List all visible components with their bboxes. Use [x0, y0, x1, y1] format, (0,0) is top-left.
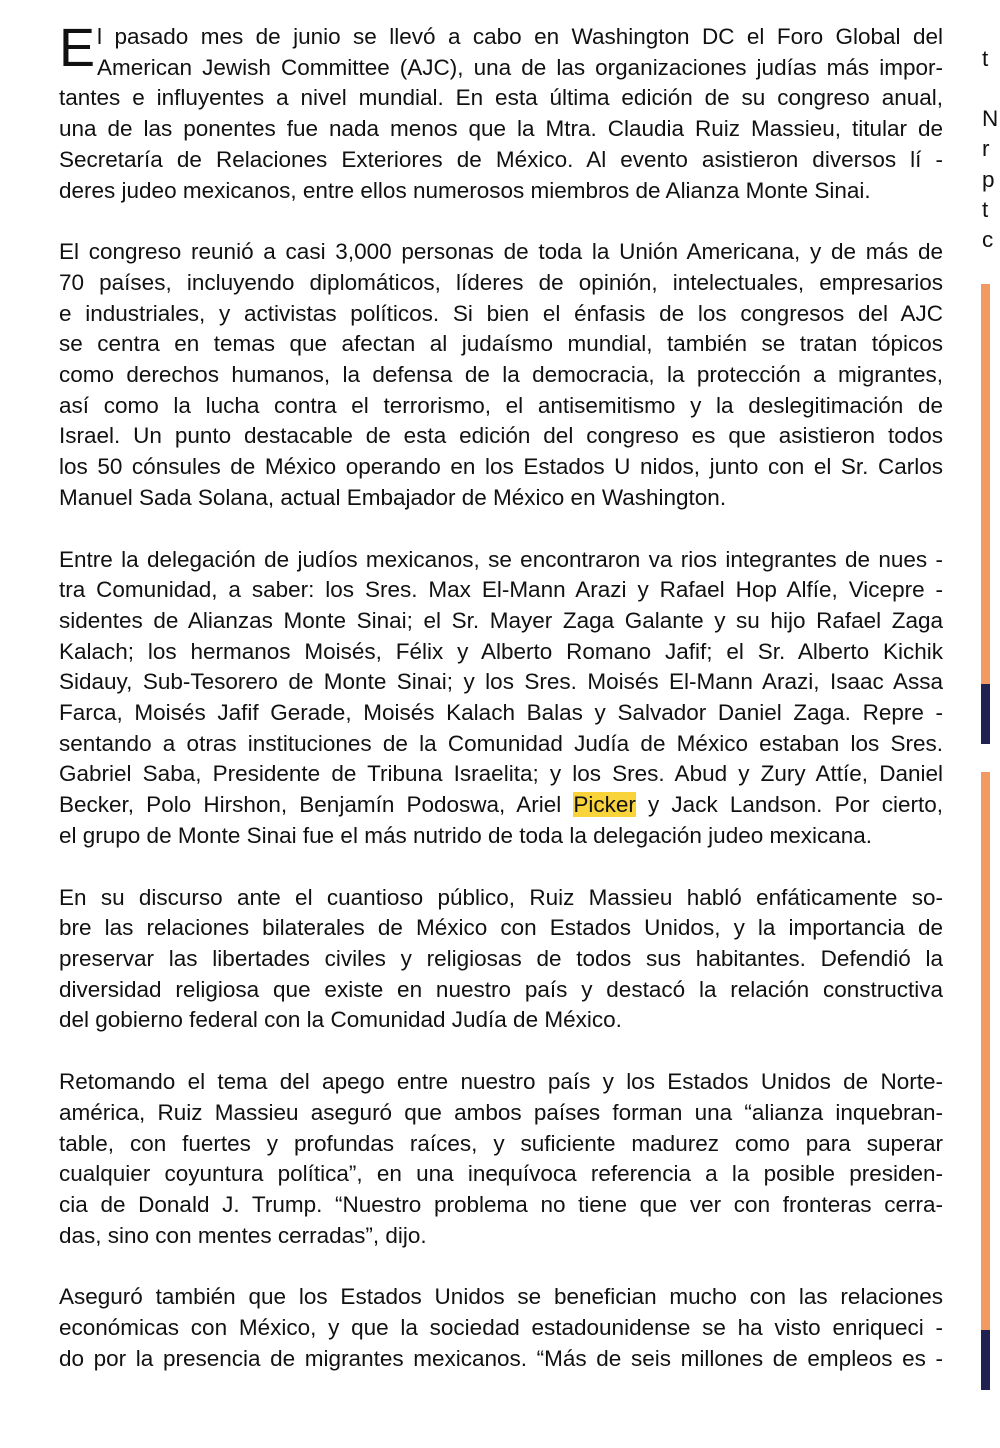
- text-line: como derechos humanos, la defensa de la democracia, la protección a migrantes,: [59, 362, 943, 388]
- text-segment: y Jack Landson. Por cierto,: [635, 792, 944, 818]
- article-column: [59, 18, 944, 1405]
- text-line: Gabriel Saba, Presidente de Tribuna Israelita; y los Sres. Abud y Zury Attíe, Daniel: [59, 761, 943, 787]
- text-fragment: N: [982, 106, 999, 131]
- sidebar-accent-navy: [981, 684, 990, 744]
- text-line: el grupo de Monte Sinai fue el más nutrido de toda la delegación judeo mexicana.: [59, 822, 873, 848]
- text-line: 70 países, incluyendo diplomáticos, líderes de opinión, intelectuales, empresarios: [59, 269, 943, 295]
- text-line: américa, Ruiz Massieu aseguró que ambos países forman una “alianza inquebran-: [59, 1099, 943, 1125]
- text-line: cualquier coyuntura política”, en una inequívoca referencia a la posible presiden-: [59, 1161, 943, 1187]
- text-line: tra Comunidad, a saber: los Sres. Max El-Mann Arazi y Rafael Hop Alfíe, Vicepre -: [59, 577, 943, 603]
- text-fragment: t: [982, 197, 989, 222]
- text-line: En su discurso ante el cuantioso público, Ruiz Massieu habló enfáticamente so-: [59, 884, 943, 910]
- text-line-with-highlight: [59, 790, 943, 821]
- text-line: Sidauy, Sub-Tesorero de Monte Sinai; y los Sres. Moisés El-Mann Arazi, Isaac Assa: [59, 669, 943, 695]
- paragraph-1: [59, 18, 943, 206]
- sidebar-accent-orange: [981, 284, 990, 684]
- text-line: económicas con México, y que la sociedad estadounidense se ha visto enriqueci -: [59, 1315, 943, 1341]
- paragraph-6: [59, 1282, 943, 1374]
- text-line: American Jewish Committee (AJC), una de las organizaciones judías más impor-: [97, 54, 943, 80]
- text-line: do por la presencia de migrantes mexicanos. “Más de seis millones de empleos es -: [59, 1345, 943, 1371]
- drop-cap: E: [59, 18, 96, 78]
- text-line: l pasado mes de junio se llevó a cabo en Washington DC el Foro Global del: [97, 24, 943, 49]
- text-segment: Becker, Polo Hirshon, Benjamín Podoswa, Ariel: [59, 792, 574, 818]
- paragraph-3: [59, 545, 943, 852]
- text-line: del gobierno federal con la Comunidad Judía de México.: [59, 1007, 622, 1033]
- text-line: Manuel Sada Solana, actual Embajador de México en Washington.: [59, 484, 727, 510]
- text-line: bre las relaciones bilaterales de México con Estados Unidos, y la importancia de: [59, 915, 943, 941]
- text-line: sentando a otras instituciones de la Comunidad Judía de México estaban los Sres.: [59, 730, 943, 756]
- text-line: El congreso reunió a casi 3,000 personas de toda la Unión Americana, y de más de: [59, 239, 943, 265]
- text-line: cia de Donald J. Trump. “Nuestro problema no tiene que ver con fronteras cerra-: [59, 1191, 943, 1217]
- text-line: das, sino con mentes cerradas”, dijo.: [59, 1222, 427, 1248]
- text-line: una de las ponentes fue nada menos que la Mtra. Claudia Ruiz Massieu, titular de: [59, 116, 943, 142]
- paragraph-2: [59, 237, 943, 513]
- text-line: table, con fuertes y profundas raíces, y suficiente madurez como para superar: [59, 1130, 943, 1156]
- sidebar-accent-navy: [981, 1330, 990, 1390]
- text-line: Kalach; los hermanos Moisés, Félix y Alberto Romano Jafif; el Sr. Alberto Kichik: [59, 638, 943, 664]
- text-line: e industriales, y activistas políticos. Si bien el énfasis de los congresos del AJC: [59, 300, 943, 326]
- text-line: Farca, Moisés Jafif Gerade, Moisés Kalach Balas y Salvador Daniel Zaga. Repre -: [59, 700, 943, 726]
- text-line: los 50 cónsules de México operando en los Estados U nidos, junto con el Sr. Carlos: [59, 454, 943, 480]
- text-fragment: t: [982, 46, 989, 71]
- text-line: deres judeo mexicanos, entre ellos numerosos miembros de Alianza Monte Sinai.: [59, 177, 871, 203]
- text-line: tantes e influyentes a nivel mundial. En esta última edición de su congreso anual,: [59, 85, 943, 111]
- text-fragment: r: [982, 136, 990, 161]
- text-line: Retomando el tema del apego entre nuestro país y los Estados Unidos de Norte-: [59, 1069, 943, 1095]
- text-line: Entre la delegación de judíos mexicanos, se encontraron va rios integrantes de nues -: [59, 546, 943, 572]
- text-line: preservar las libertades civiles y religiosas de todos sus habitantes. Defendió la: [59, 945, 943, 971]
- text-line: se centra en temas que afectan al judaísmo mundial, también se tratan tópicos: [59, 331, 943, 357]
- text-line: Secretaría de Relaciones Exteriores de México. Al evento asistieron diversos lí -: [59, 146, 943, 172]
- text-line: así como la lucha contra el terrorismo, el antisemitismo y la deslegitimación de: [59, 392, 943, 418]
- sidebar-accent-orange: [981, 772, 990, 1330]
- paragraph-4: [59, 883, 943, 1037]
- text-line: Aseguró también que los Estados Unidos se benefician mucho con las relaciones: [59, 1284, 943, 1310]
- text-line: Israel. Un punto destacable de esta edición del congreso es que asistieron todos: [59, 423, 943, 449]
- paragraph-5: [59, 1067, 943, 1251]
- text-line: diversidad religiosa que existe en nuestro país y destacó la relación constructiva: [59, 976, 943, 1002]
- text-fragment: p: [982, 167, 995, 192]
- text-line: sidentes de Alianzas Monte Sinai; el Sr. Mayer Zaga Galante y su hijo Rafael Zaga: [59, 607, 943, 633]
- text-fragment: c: [982, 227, 994, 252]
- highlighted-word: Picker: [573, 792, 636, 818]
